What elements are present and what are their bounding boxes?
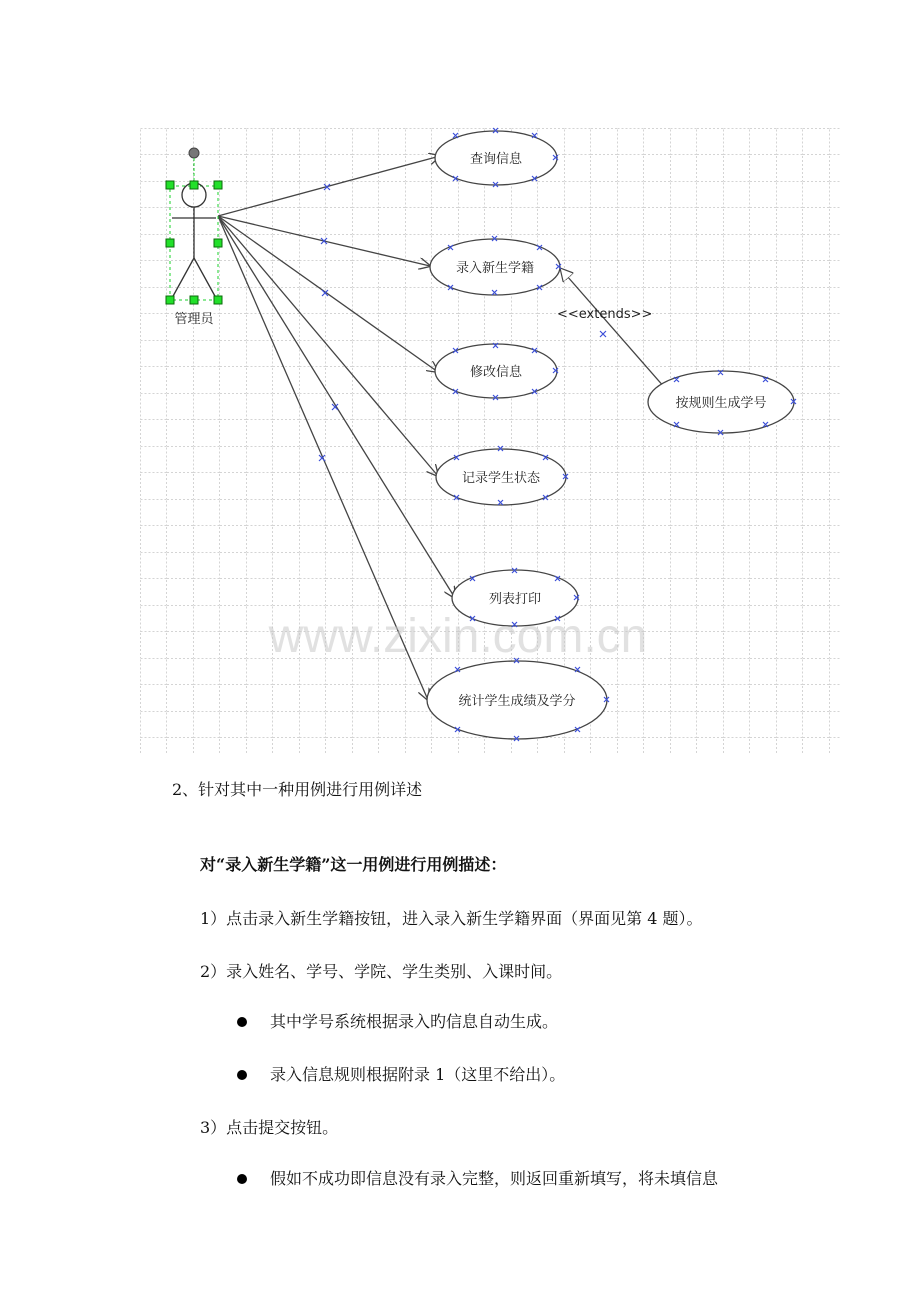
bullet-3-text: 假如不成功即信息没有录入完整，则返回重新填写，将未填信息	[270, 1169, 719, 1188]
use-case-enroll-label: 录入新生学籍	[455, 261, 535, 276]
bullet-3-dot	[237, 1174, 247, 1184]
bullet-2-text: 录入信息规则根据附录 1（这里不给出）。	[270, 1065, 566, 1084]
step-2: 2）录入姓名、学号、学院、学生类别、入课时间。	[200, 962, 563, 981]
extends-label: <<extends>>	[557, 307, 653, 322]
use-case-genid[interactable]	[648, 371, 794, 433]
step-1: 1）点击录入新生学籍按钮，进入录入新生学籍界面（界面见第 4 题）。	[200, 909, 703, 928]
actor-label: 管理员	[174, 312, 214, 327]
use-case-modify-label: 修改信息	[469, 365, 523, 380]
step-3: 3）点击提交按钮。	[200, 1118, 339, 1137]
bullet-2-dot	[237, 1070, 247, 1080]
use-case-print-label: 列表打印	[488, 592, 542, 607]
use-case-query-label: 查询信息	[469, 152, 523, 167]
use-case-stats-label: 统计学生成绩及学分	[458, 694, 576, 709]
watermark: www.zixin.com.cn	[268, 610, 648, 663]
bullet-1-text: 其中学号系统根据录入旳信息自动生成。	[270, 1012, 559, 1031]
actor-top-handle	[189, 148, 199, 158]
use-case-description-title: 对“录入新生学籍”这一用例进行用例描述：	[200, 855, 507, 874]
use-case-status-label: 记录学生状态	[461, 471, 541, 486]
bullet-1-dot	[237, 1017, 247, 1027]
use-case-genid-label: 按规则生成学号	[675, 396, 767, 411]
section-heading: 2、针对其中一种用例进行用例详述	[172, 780, 423, 799]
